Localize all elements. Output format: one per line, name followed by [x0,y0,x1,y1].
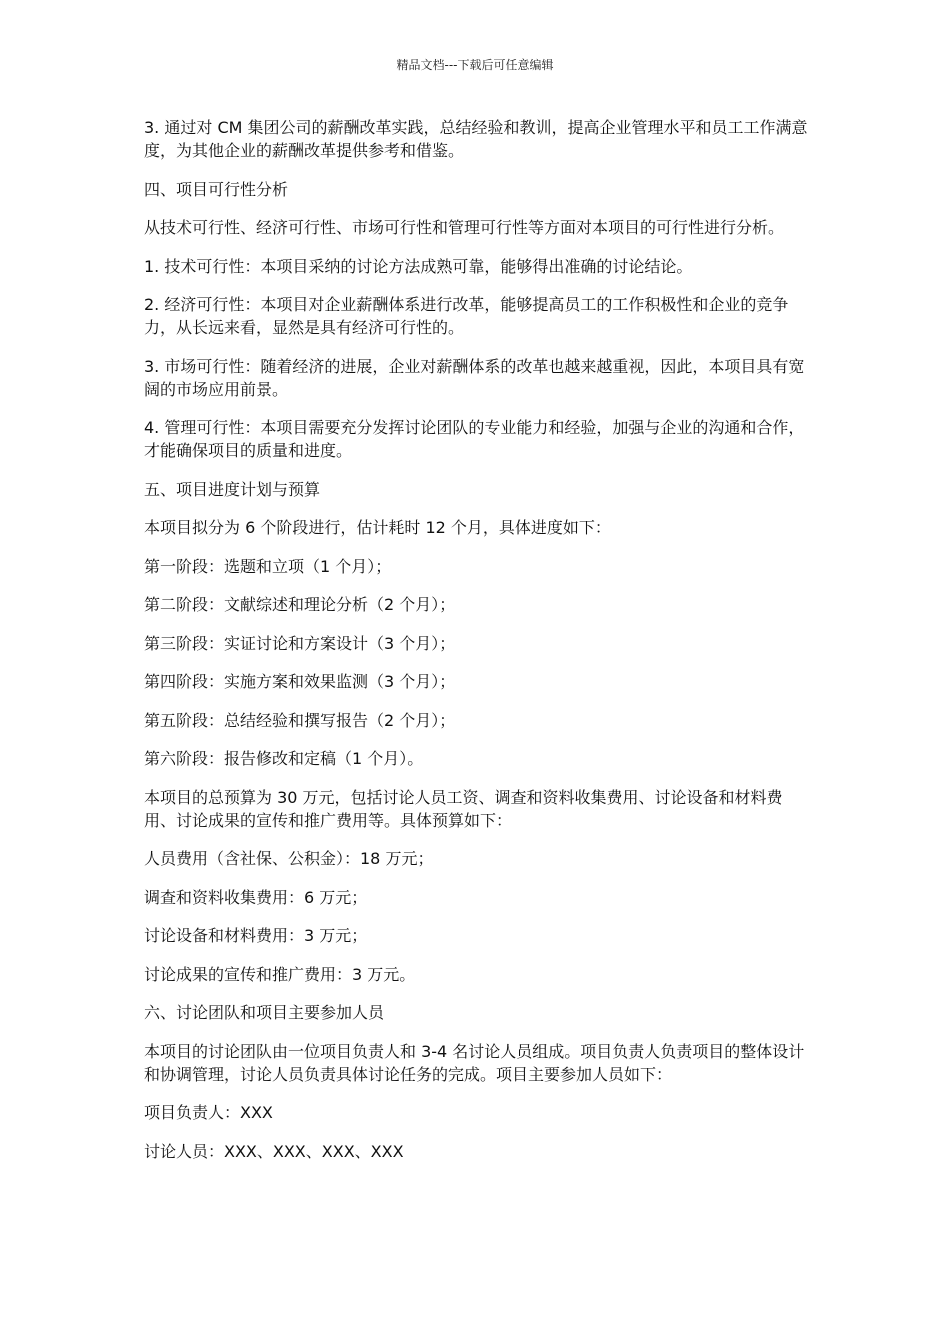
schedule-item: 第四阶段：实施方案和效果监测（3 个月）； [144,672,456,691]
document-body [144,116,808,1178]
budget-item: 人员费用（含社保、公积金）：18 万元； [144,849,434,868]
section-heading: 六、讨论团队和项目主要参加人员 [144,1003,385,1022]
paragraph: 本项目拟分为 6 个阶段进行，估计耗时 12 个月，具体进度如下： [144,518,611,537]
schedule-item: 第五阶段：总结经验和撰写报告（2 个月）； [144,710,456,730]
paragraph: 2. 经济可行性：本项目对企业薪酬体系进行改革，能够提高员工的工作积极性和企业的竞争力，从长远来看，显然是具有经济可行性的。 [144,295,789,337]
paragraph: 3. 市场可行性：随着经济的进展，企业对薪酬体系的改革也越来越重视，因此，本项目具有宽阔的市场应用前景。 [144,356,805,399]
paragraph: 1. 技术可行性：本项目采纳的讨论方法成熟可靠，能够得出准确的讨论结论。 [144,256,693,276]
paragraph: 本项目的讨论团队由一位项目负责人和 3-4 名讨论人员组成。项目负责人负责项目的整体设计和协调管理，讨论人员负责具体讨论任务的完成。项目主要参加人员如下： [144,1041,805,1084]
paragraph: 4. 管理可行性：本项目需要充分发挥讨论团队的专业能力和经验，加强与企业的沟通和合作，才能确保项目的质量和进度。 [144,418,805,460]
paragraph: 3. 通过对 CM 集团公司的薪酬改革实践，总结经验和教训，提高企业管理水平和员工工作满意度，为其他企业的薪酬改革提供参考和借鉴。 [144,118,808,160]
member-item: 项目负责人：XXX [144,1103,273,1122]
schedule-item: 第六阶段：报告修改和定稿（1 个月）。 [144,749,424,768]
paragraph: 本项目的总预算为 30 万元，包括讨论人员工资、调查和资料收集费用、讨论设备和材料费用、讨论成果的宣传和推广费用等。具体预算如下： [144,787,783,830]
schedule-item: 第二阶段：文献综述和理论分析（2 个月）； [144,595,456,614]
budget-item: 讨论成果的宣传和推广费用：3 万元。 [144,964,416,984]
paragraph: 从技术可行性、经济可行性、市场可行性和管理可行性等方面对本项目的可行性进行分析。 [144,218,785,237]
schedule-item: 第一阶段：选题和立项（1 个月）； [144,556,392,576]
member-item: 讨论人员：XXX、XXX、XXX、XXX [144,1141,404,1161]
budget-item: 讨论设备和材料费用：3 万元； [144,926,368,945]
schedule-item: 第三阶段：实证讨论和方案设计（3 个月）； [144,633,456,653]
budget-item: 调查和资料收集费用：6 万元； [144,887,368,907]
section-heading: 五、项目进度计划与预算 [144,479,321,499]
section-heading: 四、项目可行性分析 [144,179,289,199]
page-header: 精品文档---下载后可任意编辑 [396,58,554,72]
